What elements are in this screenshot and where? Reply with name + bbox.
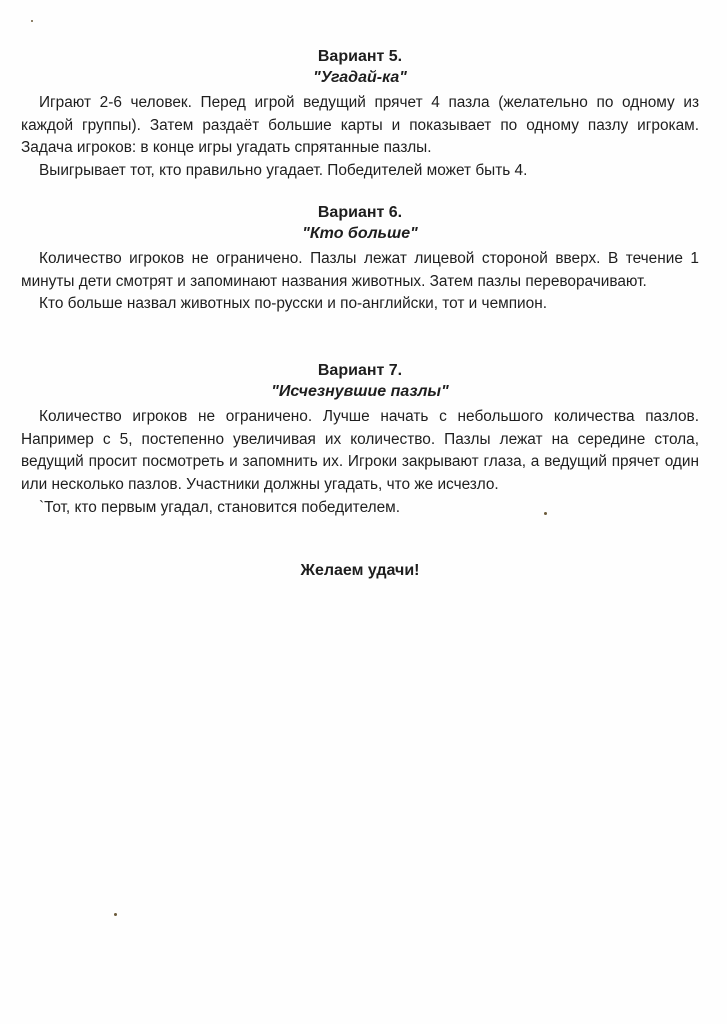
variant-7-title: "Исчезнувшие пазлы" — [271, 383, 449, 400]
variant-5-heading: Вариант 5. — [317, 48, 403, 65]
variant-5-rules-paragraph: Играют 2-6 человек. Перед игрой ведущий прячет 4 пазла (желательно по одному из каждой группы). Затем раздаёт большие карты и показывает по одному пазлу игрокам. Задача игроков: в конце игры угадать спрятанные пазлы. — [21, 94, 699, 157]
variant-5-section — [21, 46, 699, 183]
variant-6-heading: Вариант 6. — [317, 204, 403, 221]
closing-wish: Желаем удачи! — [300, 562, 420, 579]
variant-7-section — [21, 360, 699, 520]
variant-6-rules-paragraph: Количество игроков не ограничено. Пазлы лежат лицевой стороной вверх. В течение 1 минуты дети смотрят и запоминают названия животных. Затем пазлы переворачивают. — [21, 250, 699, 290]
scan-speck — [544, 512, 547, 515]
scan-speck — [31, 20, 33, 22]
variant-6-winner-paragraph: Кто больше назвал животных по-русски и по-английски, тот и чемпион. — [39, 295, 547, 313]
variant-7-heading: Вариант 7. — [317, 362, 403, 379]
variant-7-winner-paragraph: `Тот, кто первым угадал, становится победителем. — [39, 498, 401, 516]
variant-6-section — [21, 202, 699, 316]
scan-speck — [114, 913, 117, 916]
variant-5-winner-paragraph: Выигрывает тот, кто правильно угадает. Победителей может быть 4. — [39, 162, 528, 180]
variant-5-title: "Угадай-ка" — [313, 69, 407, 86]
variant-6-title: "Кто больше" — [302, 225, 418, 242]
variant-7-rules-paragraph: Количество игроков не ограничено. Лучше начать с небольшого количества пазлов. Например с 5, постепенно увеличивая их количество. Пазлы лежат на середине стола, ведущий просит посмотреть и запомнить их. Игроки закрывают глаза, а ведущий прячет один или несколько пазлов. Участники должны угадать, что же исчезло. — [21, 408, 699, 494]
